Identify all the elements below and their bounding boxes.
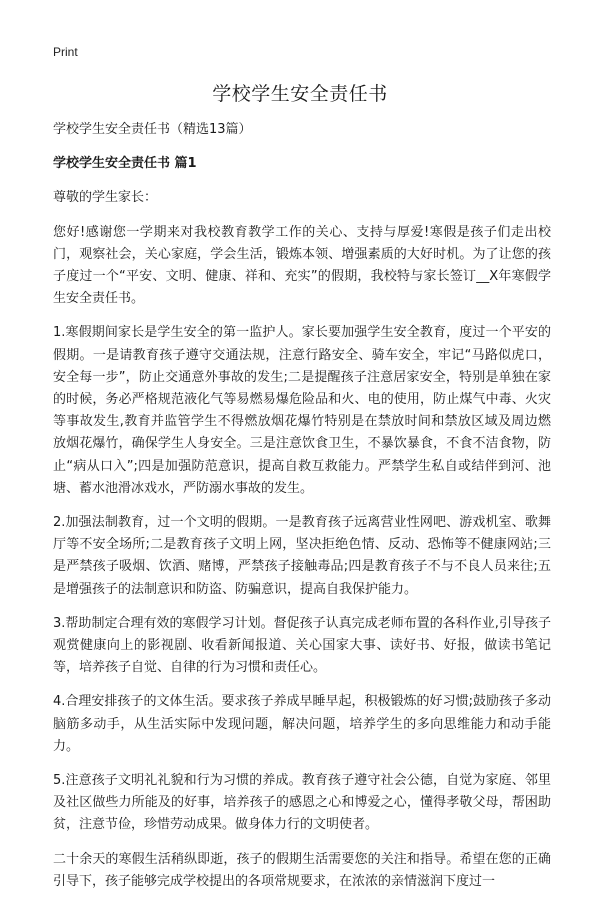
paragraph-item-4: 4.合理安排孩子的文体生活。要求孩子养成早睡早起，积极锻炼的好习惯;鼓励孩子多动脑筋多动手，从生活实际中发现问题，解决问题，培养学生的多向思维能力和动手能力。 [53,694,551,754]
document-subtitle: 学校学生安全责任书（精选13篇） [53,122,252,137]
page-title: 学校学生安全责任书 [212,83,388,105]
document-body [53,119,551,905]
paragraph-item-5: 5.注意孩子文明礼礼貌和行为习惯的养成。教育孩子遵守社会公德，自觉为家庭、邻里及社区做些力所能及的好事，培养孩子的感恩之心和博爱之心，懂得孝敬父母，帮困助贫，注意节俭，珍惜劳动成果。做身体力行的文明使者。 [53,773,551,833]
paragraph-item-2: 2.加强法制教育，过一个文明的假期。一是教育孩子远离营业性网吧、游戏机室、歌舞厅等不安全场所;二是教育孩子文明上网，坚决拒绝色情、反动、恐怖等不健康网站;三是严禁孩子吸烟、饮酒、赌博，严禁孩子接触毒品;四是教育孩子不与不良人员来往;五是增强孩子的法制意识和防盗、防骗意识，提高自我保护能力。 [53,515,551,597]
section-heading: 学校学生安全责任书 篇1 [53,156,197,172]
paragraph-closing: 二十余天的寒假生活稍纵即逝，孩子的假期生活需要您的关注和指导。希望在您的正确引导下，孩子能够完成学校提出的各项常规要求，在浓浓的亲情滋润下度过一 [53,851,551,889]
paragraph-item-1: 1.寒假期间家长是学生安全的第一监护人。家长要加强学生安全教育，度过一个平安的假期。一是请教育孩子遵守交通法规，注意行路安全、骑车安全，牢记“马路似虎口，安全每一步”，防止交通意外事故的发生;二是提醒孩子注意居家安全，特别是单独在家的时候，务必严格规范液化气等易燃易爆危险品和火、电的使用，防止煤气中毒、火灾等事故发生,教育并监管学生不得燃放烟花爆竹特别是在禁放时间和禁放区域及周边燃放烟花爆竹，确保学生人身安全。三是注意饮食卫生，不暴饮暴食，不食不洁食物，防止“病从口入”;四是加强防范意识，提高自救互救能力。严禁学生私自或结伴到河、池塘、蓄水池滑冰戏水，严防溺水事故的发生。 [53,325,551,496]
paragraph-intro: 您好!感谢您一学期来对我校教育教学工作的关心、支持与厚爱!寒假是孩子们走出校门，观察社会，关心家庭，学会生活，锻炼本领、增强素质的大好时机。为了让您的孩子度过一个“平安、文明、健康、祥和、充实”的假期，我校特与家长签订__X年寒假学生安全责任书。 [53,224,551,307]
paragraph-item-3: 3.帮助制定合理有效的寒假学习计划。督促孩子认真完成老师布置的各科作业,引导孩子观赏健康向上的影视剧、收看新闻报道、关心国家大事、读好书、好报，做读书笔记等，培养孩子自觉、自律的行为习惯和责任心。 [53,615,551,676]
print-link[interactable]: Print [53,45,78,59]
greeting: 尊敬的学生家长： [53,190,158,206]
